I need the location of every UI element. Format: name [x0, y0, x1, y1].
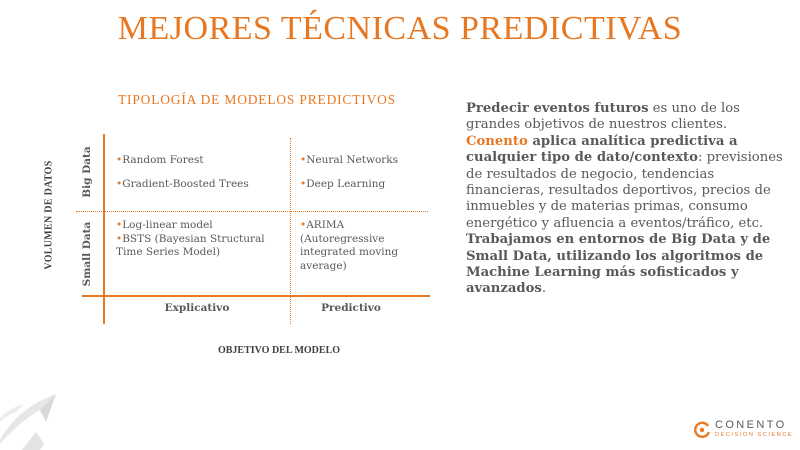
- column-label-predictivo: Predictivo: [321, 302, 381, 314]
- row-divider: [76, 211, 428, 212]
- list-item: •ARIMA (Autoregressive integrated moving average): [300, 219, 399, 272]
- row-label-small-data: Small Data: [81, 221, 93, 287]
- list-item: •Deep Learning: [300, 177, 386, 190]
- cell-small-explicativo: [116, 219, 281, 260]
- description-highlight: Trabajamos en entornos de Big Data y de Small Data, utilizando los algoritmos de Machine Learning más sofisticados y avanzados: [466, 232, 771, 297]
- description-text-part: es uno de los grandes objetivos de nuestros clientes.: [466, 101, 740, 133]
- list-item: •Gradient-Boosted Trees: [116, 177, 249, 190]
- list-item: •Neural Networks: [300, 154, 399, 166]
- list-item: •Random Forest: [116, 154, 204, 166]
- description-text-part: : previsiones de resultados de negocio, tendencias financieras, resultados deportivos, precios de inmuebles y de materias primas, consumo energético y afluencia a eventos/tráfico, etc.: [466, 150, 783, 231]
- logo-subtitle: DECISION SCIENCE: [715, 432, 794, 438]
- column-divider: [290, 138, 291, 324]
- list-item: •BSTS (Bayesian Structural Time Series Model): [116, 232, 265, 258]
- cell-small-predictivo: [300, 219, 418, 273]
- brand-name: Conento: [466, 133, 528, 149]
- cell-big-explicativo: [116, 154, 288, 201]
- decorative-arrow-icon: [0, 388, 72, 450]
- row-label-big-data: Big Data: [81, 146, 93, 198]
- logo-name: CONENTO: [715, 419, 787, 431]
- column-label-explicativo: Explicativo: [164, 302, 230, 314]
- x-axis-label: OBJETIVO DEL MODELO: [217, 345, 341, 356]
- list-item: •Log-linear model: [116, 219, 213, 231]
- cell-big-predictivo: [300, 154, 430, 201]
- description-text-part: .: [541, 281, 547, 297]
- description-highlight: aplica analítica predictiva a cualquier tipo de dato/contexto: [466, 133, 738, 166]
- y-axis-label: VOLUMEN DE DATOS: [43, 160, 55, 270]
- x-axis-line: [82, 295, 430, 297]
- description-text: [466, 101, 788, 298]
- slide-title: MEJORES TÉCNICAS PREDICTIVAS: [117, 10, 683, 47]
- description-highlight: Predecir eventos futuros: [466, 101, 649, 116]
- matrix-title: TIPOLOGÍA DE MODELOS PREDICTIVOS: [118, 92, 396, 107]
- logo-mark-icon: [693, 421, 711, 439]
